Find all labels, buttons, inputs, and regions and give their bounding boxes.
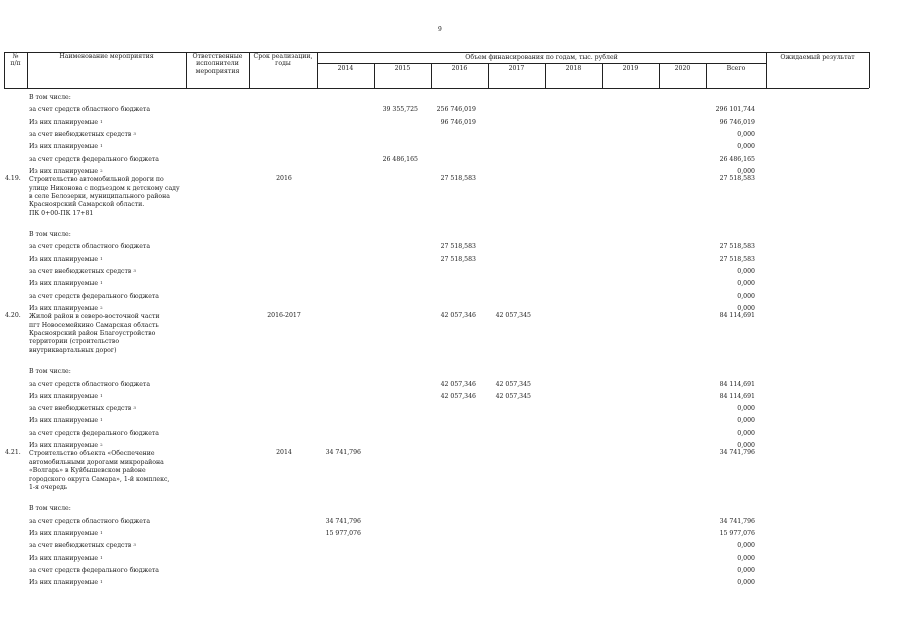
cell-total: 27 518,583 [719, 175, 755, 183]
table-row [0, 503, 905, 515]
table-row [0, 577, 905, 589]
row-label: за счет средств федерального бюджета [29, 292, 159, 300]
item-name-line: «Волгарь» в Куйбышевском районе [29, 467, 146, 475]
item-name-line: 1-я очередь [29, 483, 68, 491]
item-number: 4.21. [5, 449, 21, 457]
footnote-mark: 1 [100, 417, 103, 423]
cell-year-2017: 42 057,345 [495, 380, 531, 388]
cell-total: 27 518,583 [719, 255, 755, 263]
table-row [0, 516, 905, 528]
item-name-line: пгт Новосемейкино Самарская область [29, 321, 159, 329]
table-row [0, 403, 905, 415]
table-row [0, 254, 905, 266]
cell-total: 0,000 [737, 554, 755, 562]
row-label: за счет средств федерального бюджета [29, 566, 159, 574]
cell-year-2014: 34 741,796 [325, 449, 361, 457]
row-label: В том числе: [29, 368, 71, 376]
cell-total: 0,000 [737, 417, 755, 425]
item-name-line: внутриквартальных дорог) [29, 346, 117, 354]
cell-year-2017: 42 057,345 [495, 312, 531, 320]
cell-total: 0,000 [737, 292, 755, 300]
footnote-mark: 2 [100, 304, 103, 310]
cell-year-2014: 34 741,796 [325, 517, 361, 525]
footnote-mark: 1 [100, 143, 103, 149]
item-name-line: Красноярский район Благоустройство [29, 330, 156, 337]
row-label: Из них планируемые $^1$ [29, 579, 103, 587]
table-row [0, 154, 905, 166]
header-term: Срок реализации, годы [253, 53, 313, 68]
cell-total: 0,000 [737, 268, 755, 275]
table-row [0, 540, 905, 552]
item-name-line: автомобильными дорогами микрорайона [29, 458, 164, 466]
footnote-mark: 3 [133, 268, 136, 273]
cell-year-2016: 27 518,583 [440, 243, 476, 251]
row-label: за счет внебюджетных средств $^3$ [29, 405, 136, 413]
footnote-mark: 2 [100, 167, 103, 173]
table-row [0, 565, 905, 577]
cell-total: 84 114,691 [719, 312, 755, 320]
row-label: В том числе: [29, 94, 71, 101]
header-year: 2016 [451, 65, 468, 72]
cell-total: 0,000 [737, 579, 755, 587]
table-row [0, 391, 905, 403]
header-responsible: Ответственные исполнители мероприятия [192, 53, 243, 75]
cell-total: 15 977,076 [719, 529, 755, 537]
cell-year-2016: 256 746,019 [436, 106, 476, 114]
item-name-line: Красноярский Самарской области. [29, 201, 145, 209]
footnote-mark: 1 [100, 579, 103, 585]
row-label: В том числе: [29, 505, 71, 513]
row-label: Из них планируемые $^1$ [29, 143, 103, 151]
row-label: Из них планируемые $^1$ [29, 529, 103, 537]
cell-year-2015: 39 355,725 [382, 106, 418, 114]
header-num: № п/п [10, 53, 21, 68]
footnote-mark: 1 [100, 255, 103, 261]
cell-total: 0,000 [737, 442, 755, 449]
cell-year-2017: 42 057,345 [495, 392, 531, 400]
row-label: за счет средств областного бюджета [29, 380, 151, 388]
row-label: за счет средств областного бюджета [29, 243, 151, 251]
table-row [0, 129, 905, 141]
row-label: за счет средств федерального бюджета [29, 155, 159, 163]
row-label: Из них планируемые $^1$ [29, 255, 103, 263]
cell-year-2016: 27 518,583 [440, 255, 476, 263]
item-term: 2016 [276, 175, 292, 183]
footnote-mark: 3 [133, 130, 136, 136]
footnote-mark: 1 [100, 554, 103, 560]
footnote-mark: 1 [100, 392, 103, 398]
table-row [0, 428, 905, 440]
row-label: за счет внебюджетных средств $^3$ [29, 542, 136, 550]
cell-total: 296 101,744 [715, 106, 755, 114]
row-label: Из них планируемые $^1$ [29, 118, 103, 126]
cell-total: 96 746,019 [719, 118, 755, 126]
header-year: 2014 [337, 65, 354, 72]
table-row [0, 266, 905, 278]
cell-total: 0,000 [737, 405, 755, 413]
header-year: 2018 [565, 65, 582, 72]
cell-year-2016: 42 057,346 [440, 312, 476, 320]
table-row [0, 229, 905, 241]
cell-total: 0,000 [737, 542, 755, 550]
table-row [0, 528, 905, 540]
header-name: Наименование мероприятия [59, 53, 154, 60]
row-label: за счет средств областного бюджета [29, 517, 151, 525]
table-row [0, 104, 905, 116]
cell-year-2014: 15 977,076 [325, 529, 361, 537]
row-label: за счет внебюджетных средств $^3$ [29, 130, 136, 138]
cell-total: 27 518,583 [719, 243, 755, 251]
row-label: В том числе: [29, 231, 71, 239]
table-row [0, 379, 905, 391]
cell-year-2016: 96 746,019 [440, 118, 476, 126]
item-term: 2016-2017 [267, 312, 301, 320]
item-number: 4.19. [5, 175, 21, 183]
item-name-line: улице Никонова с подъездом к детскому саду [29, 184, 180, 192]
cell-total: 26 486,165 [719, 155, 755, 163]
table-row [0, 366, 905, 378]
row-label: Из них планируемые $^1$ [29, 554, 103, 562]
row-label: Из них планируемые $^2$ [29, 442, 103, 449]
item-name-line: территории (строительство [29, 338, 120, 346]
cell-year-2016: 27 518,583 [440, 175, 476, 183]
table-row [0, 117, 905, 129]
table-row [0, 92, 905, 104]
header-year-total: Всего [726, 65, 746, 72]
row-label: Из них планируемые $^2$ [29, 167, 103, 175]
table-row [0, 415, 905, 427]
row-label: Из них планируемые $^1$ [29, 392, 103, 400]
row-label: за счет внебюджетных средств $^3$ [29, 268, 136, 275]
item-name-line: городского округа Самара», 1-й комплекс, [29, 475, 170, 483]
footnote-mark: 3 [133, 405, 136, 411]
header-year: 2015 [394, 65, 411, 72]
table-row [0, 553, 905, 565]
cell-year-2015: 26 486,165 [382, 155, 418, 163]
item-name-line: Жилой район в северо-восточной части [29, 313, 160, 321]
row-label: Из них планируемые $^1$ [29, 417, 103, 425]
cell-total: 0,000 [737, 566, 755, 574]
row-label: за счет средств областного бюджета [29, 106, 151, 114]
item-term: 2014 [276, 449, 292, 457]
footnote-mark: 1 [100, 529, 103, 535]
cell-year-2016: 42 057,346 [440, 392, 476, 400]
item-name-line: Строительство автомобильной дороги по [29, 176, 164, 184]
header-year: 2019 [622, 65, 639, 72]
row-label: Из них планируемые $^2$ [29, 304, 103, 312]
cell-total: 84 114,691 [719, 392, 755, 400]
row-label: за счет средств федерального бюджета [29, 429, 159, 437]
cell-total: 0,000 [737, 280, 755, 288]
table-row [0, 278, 905, 290]
header-volume: Объем финансирования по годам, тыс. рублей [465, 54, 618, 61]
cell-total: 34 741,796 [719, 449, 755, 457]
table-row [0, 241, 905, 253]
header-year: 2017 [508, 65, 525, 72]
cell-total: 84 114,691 [719, 380, 755, 388]
table-row [0, 291, 905, 303]
cell-total: 0,000 [737, 429, 755, 437]
cell-total: 0,000 [737, 143, 755, 151]
item-name-line: ПК 0+00-ПК 17+81 [29, 209, 94, 217]
footnote-mark: 1 [100, 280, 103, 286]
page-number: 9 [438, 26, 442, 33]
cell-total: 34 741,796 [719, 517, 755, 525]
header-result: Ожидаемый результат [780, 54, 855, 61]
cell-total: 0,000 [737, 167, 755, 175]
item-number: 4.20. [5, 312, 21, 320]
item-name-line: в селе Белозерки, муниципального района [29, 192, 170, 200]
cell-total: 0,000 [737, 304, 755, 312]
footnote-mark: 2 [100, 442, 103, 447]
header-year: 2020 [674, 65, 691, 72]
footnote-mark: 1 [100, 118, 103, 124]
item-name-line: Строительство объекта «Обеспечение [29, 450, 155, 458]
cell-year-2016: 42 057,346 [440, 380, 476, 388]
table-row [0, 141, 905, 153]
row-label: Из них планируемые $^1$ [29, 280, 103, 288]
cell-total: 0,000 [737, 130, 755, 138]
footnote-mark: 3 [133, 542, 136, 548]
